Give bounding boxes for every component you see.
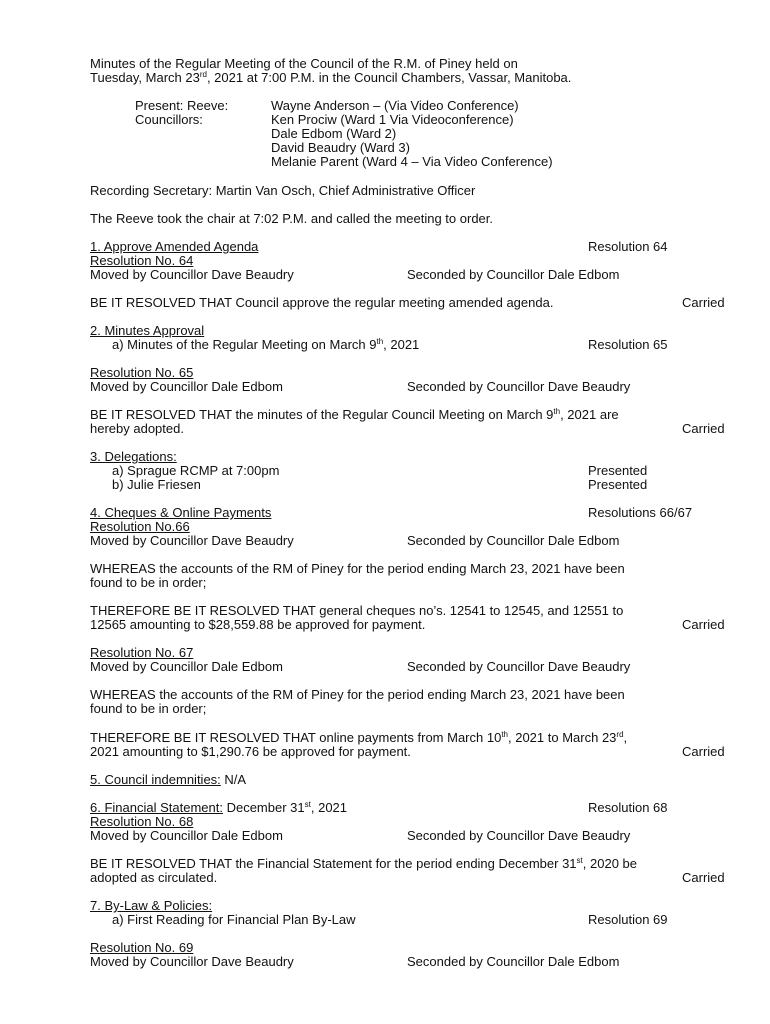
whereas-text: WHEREAS the accounts of the RM of Piney for the period ending March 23, 2021 have been — [90, 561, 625, 576]
moved-by: Moved by Councillor Dave Beaudry — [90, 533, 294, 548]
section-7-item-a: a) First Reading for Financial Plan By-Law — [112, 912, 356, 927]
delegation-status: Presented — [588, 463, 648, 478]
attendee: Dale Edbom (Ward 2) — [271, 126, 397, 141]
resolution-number: Resolution No. 68 — [90, 814, 194, 829]
status-carried: Carried — [682, 744, 725, 759]
section-5-value: N/A — [220, 772, 247, 787]
therefore-text: 12565 amounting to $28,559.88 be approved for payment. — [90, 617, 426, 632]
attendee: Wayne Anderson – (Via Video Conference) — [271, 98, 519, 113]
status-carried: Carried — [682, 295, 725, 310]
attendee: David Beaudry (Ward 3) — [271, 140, 410, 155]
moved-by: Moved by Councillor Dale Edbom — [90, 659, 283, 674]
resolution-text: adopted as circulated. — [90, 870, 218, 885]
seconded-by: Seconded by Councillor Dale Edbom — [407, 533, 620, 548]
resolution-number: Resolution No. 65 — [90, 365, 194, 380]
resolution-text: BE IT RESOLVED THAT the minutes of the Regular Council Meeting on March 9th, 2021 are — [90, 407, 619, 422]
moved-by: Moved by Councillor Dave Beaudry — [90, 954, 294, 969]
delegation-status: Presented — [588, 477, 648, 492]
therefore-text: THEREFORE BE IT RESOLVED THAT online payments from March 10th, 2021 to March 23rd, — [90, 730, 628, 745]
moved-by: Moved by Councillor Dale Edbom — [90, 828, 283, 843]
section-4-resolution-tag: Resolutions 66/67 — [588, 505, 693, 520]
section-2-item-a: a) Minutes of the Regular Meeting on March 9th, 2021 — [112, 337, 420, 352]
delegation-item: a) Sprague RCMP at 7:00pm — [112, 463, 280, 478]
recording-secretary: Recording Secretary: Martin Van Osch, Chief Administrative Officer — [90, 183, 476, 198]
section-6: 6. Financial Statement: December 31st, 2021 — [90, 800, 348, 815]
section-5 — [90, 773, 246, 787]
attendee: Melanie Parent (Ward 4 – Via Video Conference) — [271, 154, 553, 169]
seconded-by: Seconded by Councillor Dave Beaudry — [407, 659, 631, 674]
seconded-by: Seconded by Councillor Dave Beaudry — [407, 828, 631, 843]
councillors-label: Councillors: — [135, 112, 203, 127]
section-6-resolution-tag: Resolution 68 — [588, 800, 668, 815]
present-label: Present: Reeve: — [135, 98, 229, 113]
whereas-text: WHEREAS the accounts of the RM of Piney for the period ending March 23, 2021 have been — [90, 687, 625, 702]
section-2-heading: 2. Minutes Approval — [90, 323, 205, 338]
section-1-resolution-tag: Resolution 64 — [588, 239, 668, 254]
status-carried: Carried — [682, 421, 725, 436]
resolution-number: Resolution No. 67 — [90, 645, 194, 660]
resolution-text: hereby adopted. — [90, 421, 184, 436]
section-6-heading: 6. Financial Statement: — [90, 800, 223, 815]
section-1-heading: 1. Approve Amended Agenda — [90, 239, 259, 254]
section-7-resolution-tag: Resolution 69 — [588, 912, 668, 927]
therefore-text: THEREFORE BE IT RESOLVED THAT general cheques no’s. 12541 to 12545, and 12551 to — [90, 603, 624, 618]
resolution-text: BE IT RESOLVED THAT Council approve the regular meeting amended agenda. — [90, 295, 554, 310]
section-5-heading: 5. Council indemnities: — [90, 772, 221, 787]
section-2-resolution-tag: Resolution 65 — [588, 337, 668, 352]
seconded-by: Seconded by Councillor Dale Edbom — [407, 954, 620, 969]
section-3-heading: 3. Delegations: — [90, 449, 177, 464]
therefore-text: 2021 amounting to $1,290.76 be approved for payment. — [90, 744, 411, 759]
delegation-item: b) Julie Friesen — [112, 477, 201, 492]
seconded-by: Seconded by Councillor Dale Edbom — [407, 267, 620, 282]
header-line-1: Minutes of the Regular Meeting of the Council of the R.M. of Piney held on — [90, 56, 518, 71]
seconded-by: Seconded by Councillor Dave Beaudry — [407, 379, 631, 394]
resolution-number: Resolution No. 64 — [90, 253, 194, 268]
moved-by: Moved by Councillor Dale Edbom — [90, 379, 283, 394]
resolution-number: Resolution No.66 — [90, 519, 190, 534]
whereas-text: found to be in order; — [90, 701, 207, 716]
status-carried: Carried — [682, 617, 725, 632]
moved-by: Moved by Councillor Dave Beaudry — [90, 267, 294, 282]
section-4-heading: 4. Cheques & Online Payments — [90, 505, 272, 520]
call-to-order: The Reeve took the chair at 7:02 P.M. and called the meeting to order. — [90, 211, 494, 226]
resolution-text: BE IT RESOLVED THAT the Financial Statement for the period ending December 31st, 2020 be — [90, 856, 637, 871]
header-line-2: Tuesday, March 23rd, 2021 at 7:00 P.M. in the Council Chambers, Vassar, Manitoba. — [90, 70, 572, 85]
whereas-text: found to be in order; — [90, 575, 207, 590]
section-7-heading: 7. By-Law & Policies: — [90, 898, 213, 913]
attendee: Ken Prociw (Ward 1 Via Videoconference) — [271, 112, 514, 127]
status-carried: Carried — [682, 870, 725, 885]
resolution-number: Resolution No. 69 — [90, 940, 194, 955]
